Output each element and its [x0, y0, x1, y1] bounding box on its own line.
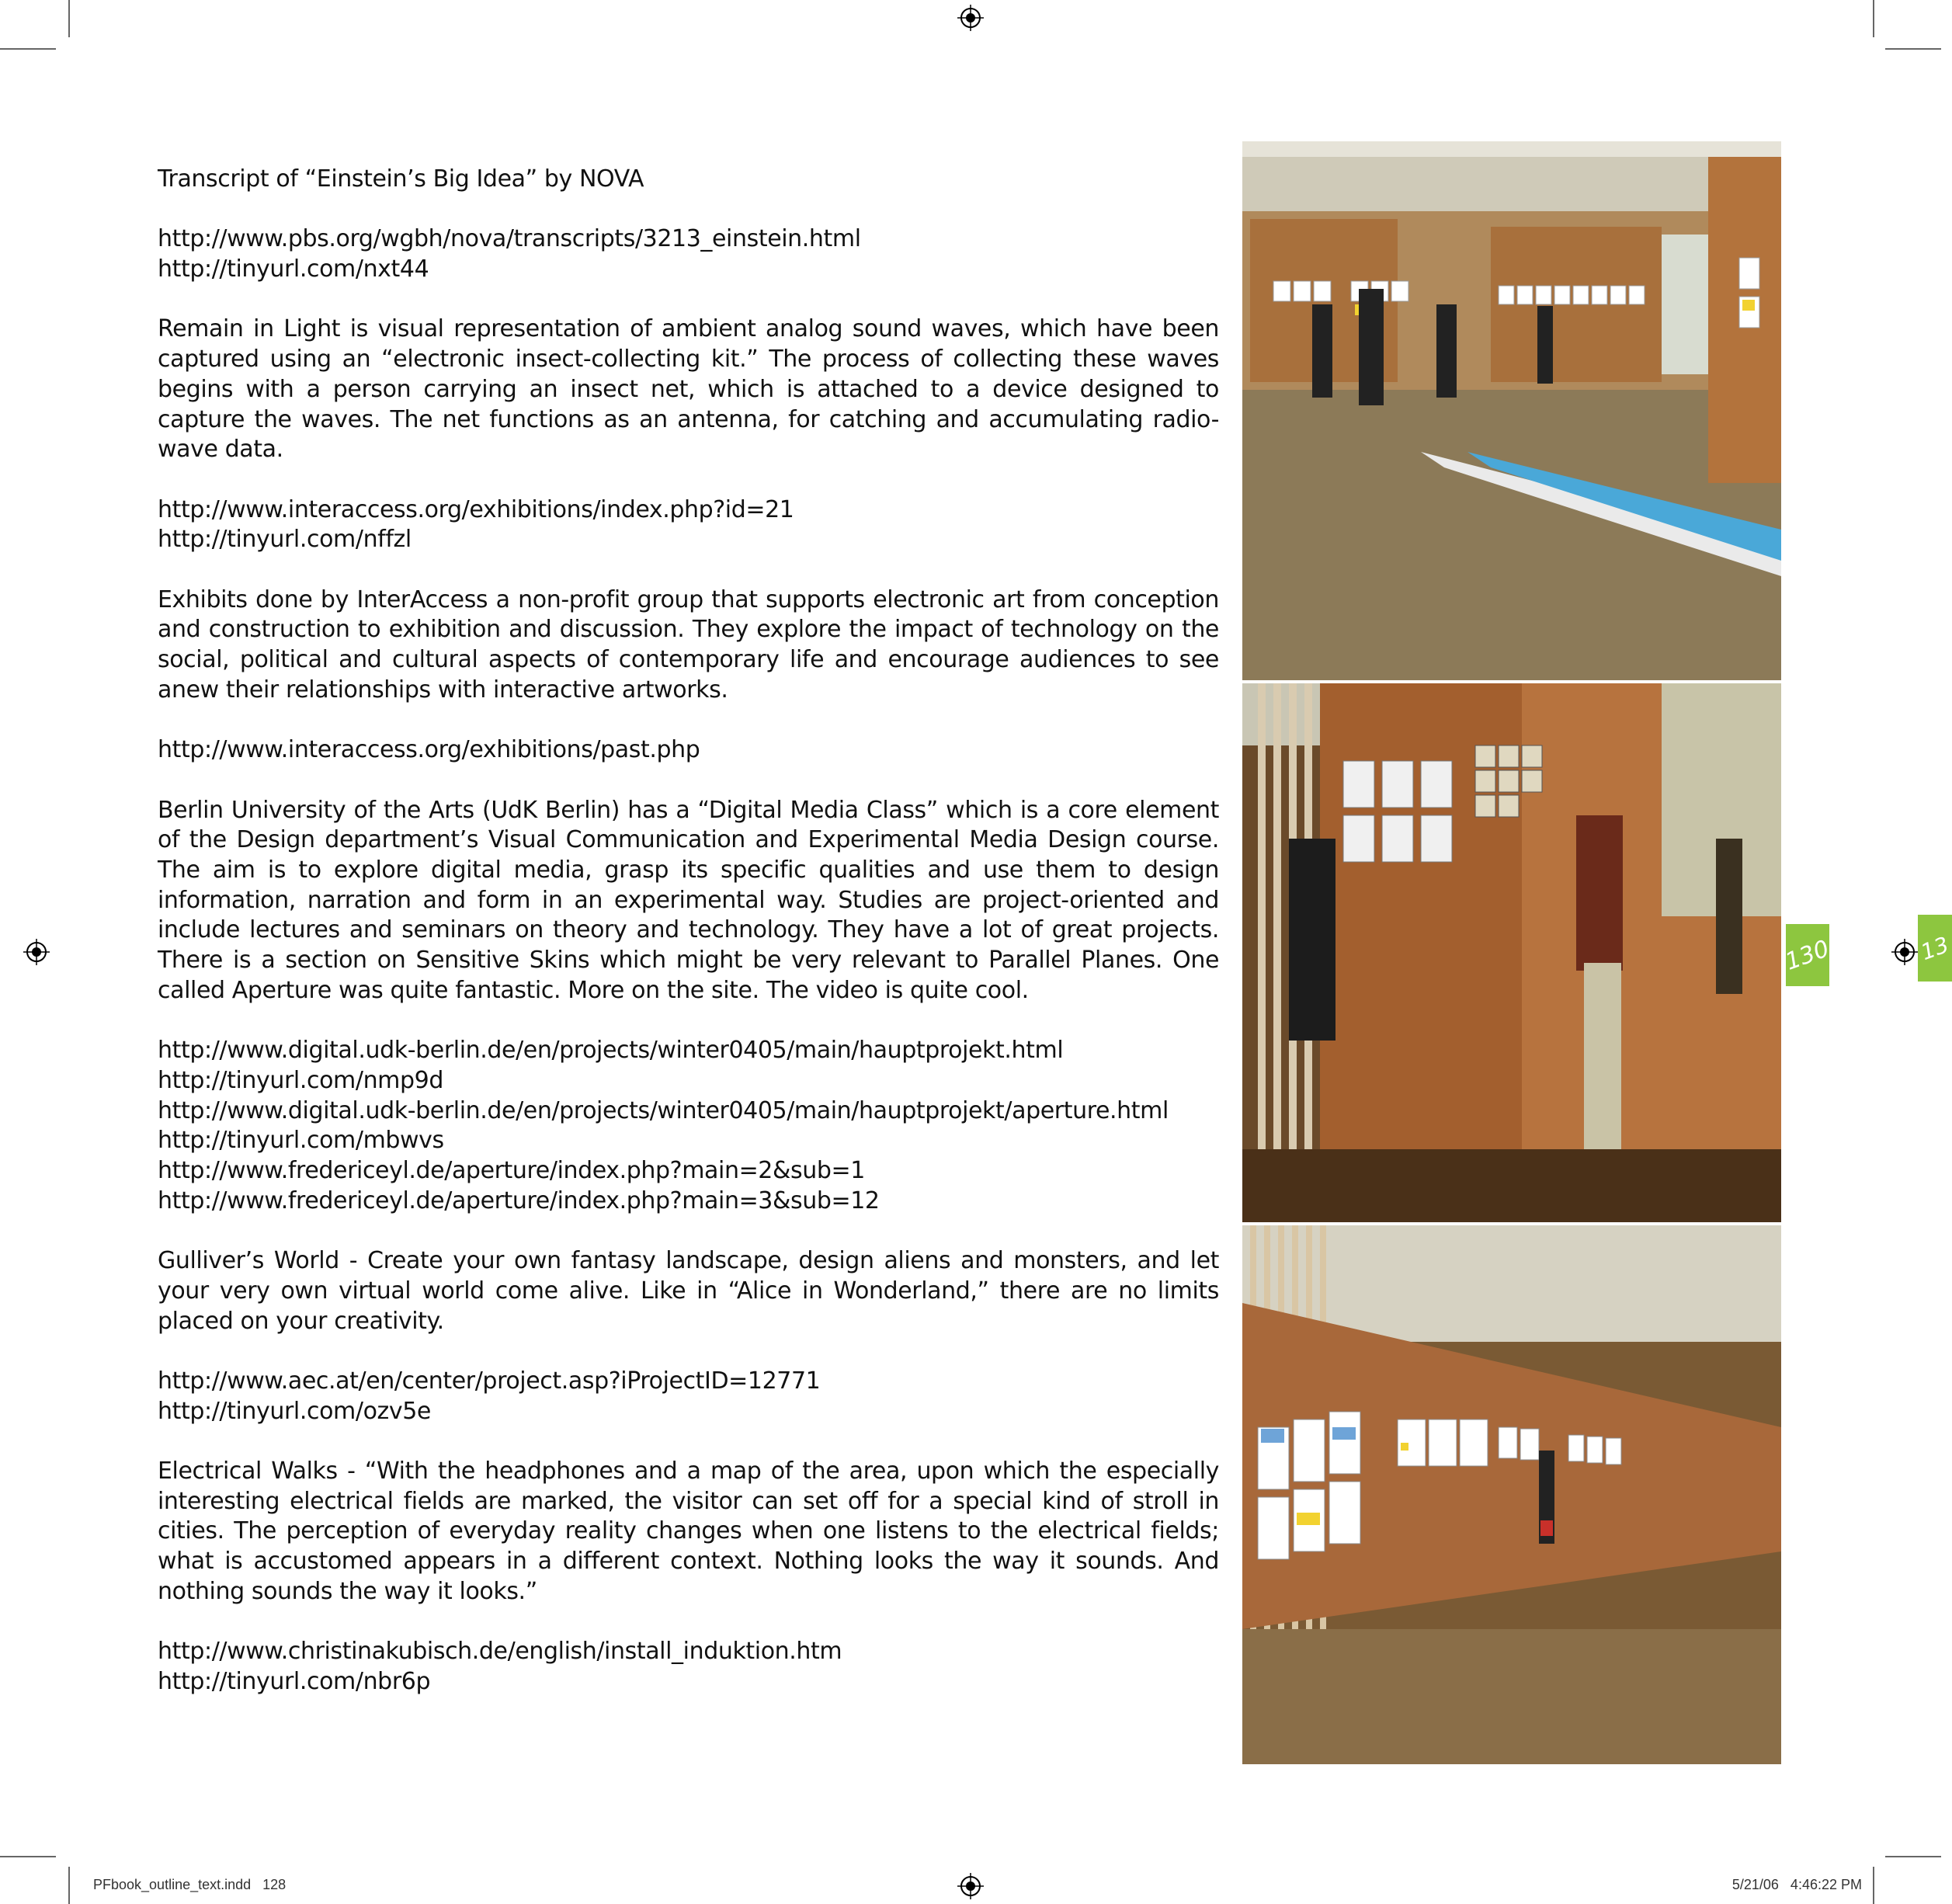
link-group [158, 735, 1219, 766]
registration-mark-icon [957, 1873, 984, 1899]
paragraph: Remain in Light is visual representation of ambient analog sound waves, which have been captured using an “electronic insect-collecting kit.” The process of collecting these waves begins with a person carrying an insect net, which is attached to a device designed to capture the waves. The net functions as an antenna, for catching and accumulating radio-wave data. [158, 315, 1219, 464]
url-link[interactable]: http://www.pbs.org/wgbh/nova/transcripts/3213_einstein.html [158, 225, 861, 253]
crop-mark [1885, 1856, 1941, 1857]
paragraph: Transcript of “Einstein’s Big Idea” by NOVA [158, 165, 644, 193]
url-link[interactable]: http://tinyurl.com/nbr6p [158, 1667, 431, 1695]
url-link[interactable]: http://tinyurl.com/ozv5e [158, 1397, 431, 1425]
link-group [158, 1367, 1219, 1426]
paragraph: Electrical Walks - “With the headphones and a map of the area, upon which the especially interesting electrical fields are marked, the visitor can set off for a special kind of stroll in cities. The perception of everyday reality changes when one listens to the electrical fields; what is accustomed appears in a different context. Nothing looks the way it sounds. And nothing sounds the way it looks.” [158, 1458, 1219, 1605]
page-number-tab [1782, 924, 1833, 986]
gallery-photo-2 [1242, 683, 1781, 1222]
url-link[interactable]: http://www.digital.udk-berlin.de/en/projects/winter0405/main/hauptprojekt/aperture.html [158, 1096, 1169, 1124]
paragraph: Exhibits done by InterAccess a non-profit group that supports electronic art from conception and construction to exhibition and discussion. They explore the impact of technology on the social, political and cultural aspects of contemporary life and encourage audiences to see anew their relationships with interactive artworks. [158, 585, 1219, 704]
link-group [158, 1036, 1219, 1216]
slug-file-info: PFbook_outline_text.indd 128 [93, 1877, 287, 1892]
text-column [158, 165, 1219, 1727]
link-group [158, 1637, 1219, 1697]
url-link[interactable]: http://tinyurl.com/nffzl [158, 526, 412, 554]
url-link[interactable]: http://www.fredericeyl.de/aperture/index.php?main=3&sub=12 [158, 1187, 880, 1214]
link-group [158, 495, 1219, 555]
crop-mark [1873, 1867, 1874, 1904]
registration-mark-icon [957, 5, 984, 31]
crop-mark [0, 48, 56, 50]
url-link[interactable]: http://www.interaccess.org/exhibitions/index.php?id=21 [158, 495, 794, 523]
url-link[interactable]: http://www.fredericeyl.de/aperture/index.php?main=2&sub=1 [158, 1157, 865, 1185]
link-group [158, 224, 1219, 284]
page-number: 130 [1782, 934, 1833, 976]
crop-mark [68, 0, 70, 37]
url-link[interactable]: http://www.aec.at/en/center/project.asp?iProjectID=12771 [158, 1367, 821, 1395]
registration-mark-icon [23, 939, 50, 965]
crop-mark [1873, 0, 1874, 37]
crop-mark [0, 1856, 56, 1857]
next-page-tab [1918, 915, 1952, 982]
url-link[interactable]: http://tinyurl.com/mbwvs [158, 1127, 444, 1155]
url-link[interactable]: http://www.digital.udk-berlin.de/en/projects/winter0405/main/hauptprojekt.html [158, 1037, 1064, 1065]
registration-mark-icon [1891, 939, 1918, 965]
paragraph: Gulliver’s World - Create your own fantasy landscape, design aliens and monsters, and let your very own virtual world come alive. Like in “Alice in Wonderland,” there are no limits placed on your creativity. [158, 1247, 1219, 1335]
crop-mark [68, 1867, 70, 1904]
next-page-number: 13 [1917, 931, 1952, 965]
gallery-photo-3 [1242, 1225, 1781, 1764]
url-link[interactable]: http://www.christinakubisch.de/english/install_induktion.htm [158, 1638, 842, 1666]
url-link[interactable]: http://tinyurl.com/nxt44 [158, 255, 429, 283]
url-link[interactable]: http://www.interaccess.org/exhibitions/past.php [158, 736, 700, 764]
gallery-photo-1 [1242, 141, 1781, 680]
url-link[interactable]: http://tinyurl.com/nmp9d [158, 1066, 443, 1094]
paragraph: Berlin University of the Arts (UdK Berlin) has a “Digital Media Class” which is a core element of the Design department’s Visual Communication and Experimental Media Design course. The aim is to explore digital media, grasp its specific qualities and use them to design information, narration and form in an experimental way. Studies are project-oriented and include lectures and seminars on theory and technology. They have a lot of great projects. There is a section on Sensitive Skins which might be very relevant to Parallel Planes. One called Aperture was quite fantastic. More on the site. The video is quite cool. [158, 796, 1219, 1004]
crop-mark [1885, 48, 1941, 50]
slug-timestamp: 5/21/06 4:46:22 PM [1731, 1877, 1862, 1892]
